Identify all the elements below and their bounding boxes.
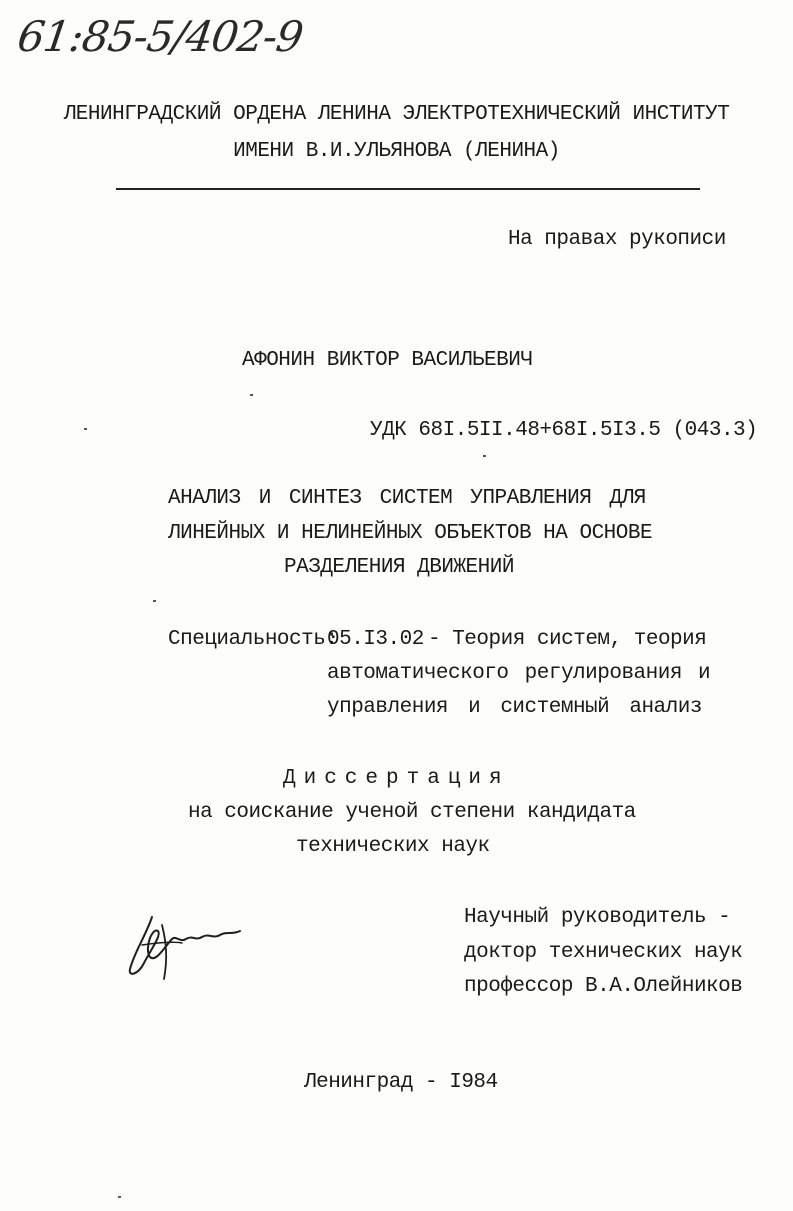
udk-code: УДК 68I.5II.48+68I.5I3.5 (043.3) (370, 419, 758, 442)
specialty-code: 05.I3.02 (327, 628, 424, 651)
specialty-line-1: - Теория систем, теория (428, 628, 707, 651)
manuscript-note: На правах рукописи (508, 228, 726, 251)
specialty-label: Специальность: (168, 628, 338, 651)
institute-line-1: ЛЕНИНГРАДСКИЙ ОРДЕНА ЛЕНИНА ЭЛЕКТРОТЕХНИЧЕСКИЙ ИНСТИТУТ (63, 103, 730, 126)
institute-line-2: ИМЕНИ В.И.УЛЬЯНОВА (ЛЕНИНА) (233, 140, 560, 163)
specialty-line-2: автоматического регулирования и (327, 662, 711, 685)
archive-number-handwritten: 61:85-5/402-9 (14, 12, 306, 61)
scan-speck (153, 600, 156, 602)
specialty-line-3: управления и системный анализ (327, 696, 702, 719)
author-name: АФОНИН ВИКТОР ВАСИЛЬЕВИЧ (242, 349, 533, 372)
author-signature (122, 905, 252, 985)
title-line-2: ЛИНЕЙНЫХ И НЕЛИНЕЙНЫХ ОБЪЕКТОВ НА ОСНОВЕ (168, 522, 653, 545)
dissertation-line-2: технических наук (296, 835, 490, 858)
title-line-1: АНАЛИЗ И СИНТЕЗ СИСТЕМ УПРАВЛЕНИЯ ДЛЯ (168, 487, 646, 510)
scan-speck (118, 1196, 121, 1198)
title-line-3: РАЗДЕЛЕНИЯ ДВИЖЕНИЙ (284, 556, 514, 579)
scan-speck (483, 455, 486, 457)
header-divider (116, 188, 700, 190)
supervisor-line-3: профессор В.А.Олейников (464, 975, 743, 998)
dissertation-heading: Диссертация (283, 767, 510, 790)
scan-speck (84, 428, 87, 430)
place-and-year: Ленинград - I984 (304, 1071, 498, 1094)
scan-speck (250, 394, 253, 396)
dissertation-line-1: на соискание ученой степени кандидата (188, 801, 636, 824)
supervisor-line-1: Научный руководитель - (464, 906, 731, 929)
supervisor-line-2: доктор технических наук (464, 941, 743, 964)
